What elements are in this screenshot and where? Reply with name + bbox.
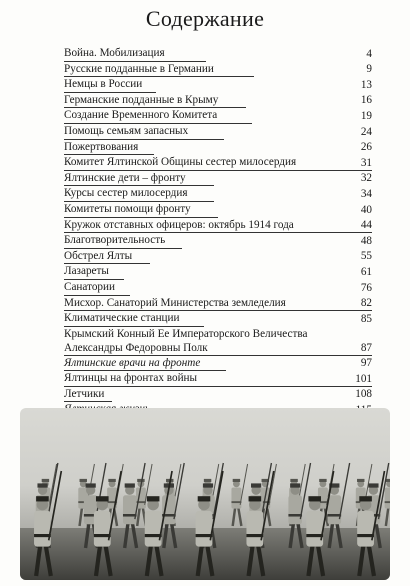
toc-entry-title: Русские подданные в Германии <box>64 62 214 75</box>
toc-entry-title: Летчики <box>64 387 105 400</box>
toc-entry-title: Лазареты <box>64 265 109 278</box>
toc-entry-page: 16 <box>360 94 372 107</box>
toc-entry-title: Война. Мобилизация <box>64 47 165 59</box>
toc-entry <box>64 264 372 280</box>
toc-entry-title: Создание Временного Комитета <box>64 109 218 122</box>
toc-entry-title: Ялтинцы на фронтах войны <box>64 372 198 385</box>
toc-entry-page: 40 <box>360 203 372 216</box>
toc-entry-page: 34 <box>360 187 372 200</box>
toc-entry-page: 31 <box>360 156 372 169</box>
toc-entry <box>64 387 372 403</box>
toc-entry-page: 4 <box>366 47 372 60</box>
toc-entry-page: 26 <box>360 141 372 154</box>
toc-entry-title: Кружок отставных офицеров: октябрь 1914 года <box>64 218 294 231</box>
toc-entry-page: 13 <box>360 78 372 91</box>
soldiers-marching-photo <box>20 408 390 580</box>
toc-entry <box>64 124 372 140</box>
toc-entry-page: 82 <box>360 297 372 310</box>
toc-entry-page: 55 <box>360 250 372 263</box>
toc-entry <box>64 296 372 312</box>
toc-entry-title: Благотворительность <box>64 234 166 247</box>
toc-entry <box>64 93 372 109</box>
toc-entry <box>64 77 372 93</box>
toc-entry-page: 9 <box>366 63 372 76</box>
toc-entry-page: 108 <box>355 388 372 401</box>
toc-entry-page: 97 <box>360 357 372 370</box>
toc-entry-page: 44 <box>360 219 372 232</box>
toc-entry <box>64 186 372 202</box>
toc-entry-title: Пожертвования <box>64 140 139 153</box>
toc-entry-page: 76 <box>360 281 372 294</box>
toc-entry <box>64 46 372 62</box>
toc-entry-title: Ялтинские врачи на фронте <box>64 356 201 369</box>
toc-entry <box>64 62 372 78</box>
toc-entry-title: Комитет Ялтинской Общины сестер милосердия <box>64 156 297 169</box>
toc-entry-title: Климатические станции <box>64 312 180 325</box>
toc-entry <box>64 140 372 156</box>
toc-entry-title: Обстрел Ялты <box>64 249 133 262</box>
toc-entry <box>64 202 372 218</box>
toc-entry-title: Помощь семьям запасных <box>64 124 189 137</box>
table-of-contents <box>64 46 372 449</box>
toc-entry <box>64 249 372 265</box>
toc-entry-page: 19 <box>360 109 372 122</box>
toc-entry-title: Курсы сестер милосердия <box>64 187 188 200</box>
toc-entry <box>64 171 372 187</box>
toc-entry <box>64 327 372 356</box>
toc-entry-page: 87 <box>360 341 372 354</box>
toc-entry <box>64 218 372 234</box>
toc-entry-page: 85 <box>360 312 372 325</box>
toc-entry <box>64 280 372 296</box>
toc-entry-title: Крымский Конный Ее Императорского Величества Александры Федоровны Полк <box>64 327 308 355</box>
toc-entry <box>64 233 372 249</box>
toc-entry-title: Санатории <box>64 280 115 293</box>
toc-entry-title: Мисхор. Санаторий Министерства земледелия <box>64 296 286 309</box>
toc-entry-title: Ялтинские дети – фронту <box>64 171 186 184</box>
toc-entry-page: 61 <box>360 265 372 278</box>
toc-entry-page: 32 <box>360 172 372 185</box>
toc-entry-page: 48 <box>360 234 372 247</box>
toc-entry-page: 101 <box>355 372 372 385</box>
toc-entry <box>64 108 372 124</box>
toc-entry-title: Комитеты помощи фронту <box>64 202 191 215</box>
page-title: Содержание <box>145 6 265 31</box>
toc-entry-title: Немцы в России <box>64 78 143 91</box>
toc-entry <box>64 371 372 387</box>
toc-entry <box>64 311 372 327</box>
toc-entry-page: 24 <box>360 125 372 138</box>
toc-entry <box>64 155 372 171</box>
toc-entry-title: Германские подданные в Крыму <box>64 93 219 106</box>
toc-entry <box>64 356 372 372</box>
